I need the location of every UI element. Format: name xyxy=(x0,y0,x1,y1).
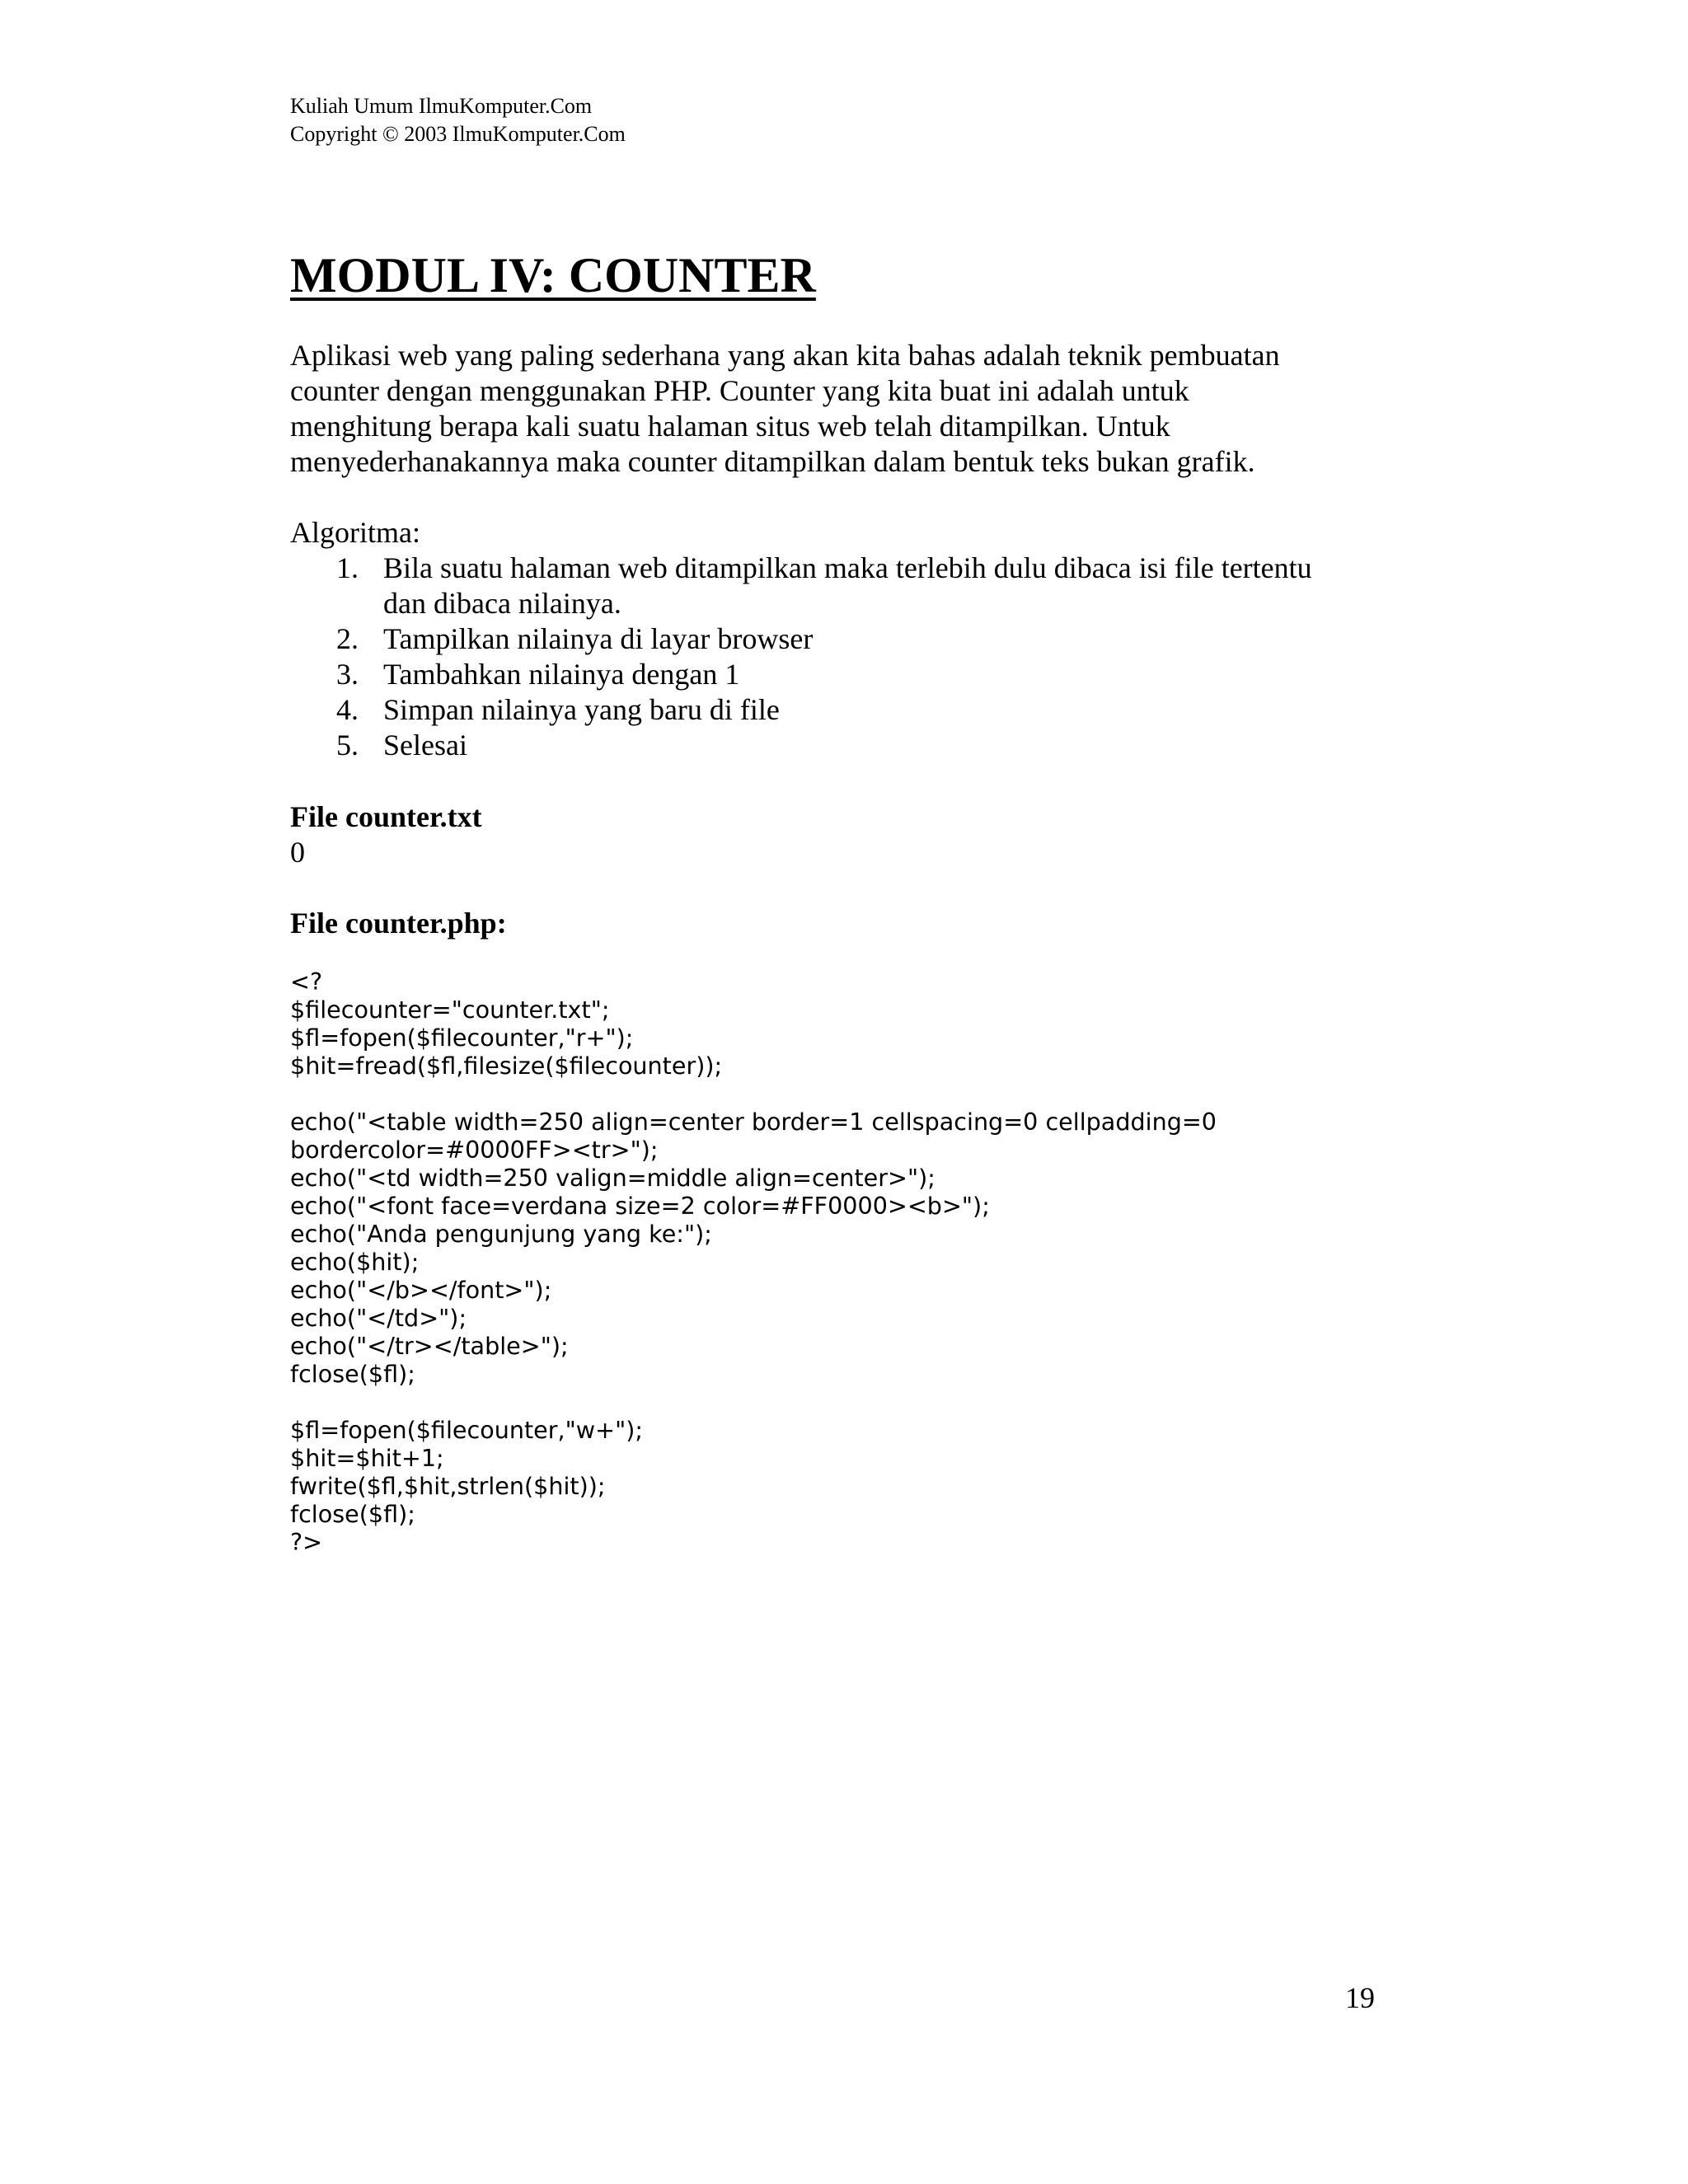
step-text: Tampilkan nilainya di layar browser xyxy=(383,622,814,655)
algorithm-step xyxy=(290,728,1312,763)
module-title: MODUL IV: COUNTER xyxy=(290,248,816,302)
step-number: 3. xyxy=(336,658,359,691)
step-text: Tambahkan nilainya dengan 1 xyxy=(383,658,740,691)
file-txt-label: File counter.txt xyxy=(290,800,482,833)
code-line: echo("</b></font>"); xyxy=(290,1276,552,1304)
code-line: echo("Anda pengunjung yang ke:"); xyxy=(290,1220,712,1248)
intro-line: Aplikasi web yang paling sederhana yang akan kita bahas adalah teknik pembuatan xyxy=(290,339,1280,372)
algorithm-step xyxy=(290,657,1312,692)
code-line: $hit=fread($fl,filesize($filecounter)); xyxy=(290,1052,723,1080)
algorithm-step xyxy=(290,551,1312,621)
page-header xyxy=(290,92,626,148)
code-line: <? xyxy=(290,968,323,996)
code-line: echo("<td width=250 valign=middle align=center>"); xyxy=(290,1164,935,1192)
php-code-listing xyxy=(290,968,1217,1556)
step-text-continued: dan dibaca nilainya. xyxy=(383,587,621,620)
header-line-copyright: Copyright © 2003 IlmuKomputer.Com xyxy=(290,122,626,146)
code-line: echo($hit); xyxy=(290,1248,420,1276)
code-line xyxy=(290,1080,1217,1108)
intro-line: menyederhanakannya maka counter ditampilkan dalam bentuk teks bukan grafik. xyxy=(290,445,1255,478)
step-number: 5. xyxy=(336,729,359,762)
intro-paragraph xyxy=(290,338,1403,480)
code-line: echo("</td>"); xyxy=(290,1304,467,1332)
page-number: 19 xyxy=(1345,1981,1375,2014)
code-line: echo("</tr></table>"); xyxy=(290,1332,569,1360)
code-line: fclose($fl); xyxy=(290,1360,415,1388)
file-txt-content: 0 xyxy=(290,836,305,869)
code-line: $hit=$hit+1; xyxy=(290,1444,444,1472)
code-line: $fl=fopen($filecounter,"r+"); xyxy=(290,1024,634,1052)
algorithm-steps xyxy=(290,551,1312,763)
algorithm-label: Algoritma: xyxy=(290,516,420,549)
code-line: fwrite($fl,$hit,strlen($hit)); xyxy=(290,1472,606,1500)
step-number: 2. xyxy=(336,622,359,655)
intro-line: counter dengan menggunakan PHP. Counter yang kita buat ini adalah untuk xyxy=(290,374,1189,407)
algorithm-step xyxy=(290,692,1312,728)
code-line: echo("<table width=250 align=center border=1 cellspacing=0 cellpadding=0 xyxy=(290,1108,1217,1136)
code-line xyxy=(290,1388,1217,1416)
step-text: Bila suatu halaman web ditampilkan maka terlebih dulu dibaca isi file tertentu xyxy=(383,551,1312,584)
code-line: fclose($fl); xyxy=(290,1500,415,1528)
step-number: 4. xyxy=(336,693,359,726)
code-line: $fl=fopen($filecounter,"w+"); xyxy=(290,1416,644,1444)
step-number: 1. xyxy=(336,551,359,584)
code-line: echo("<font face=verdana size=2 color=#FF0000><b>"); xyxy=(290,1192,990,1220)
file-php-label: File counter.php: xyxy=(290,907,507,940)
step-text: Selesai xyxy=(383,729,467,762)
code-line: $filecounter="counter.txt"; xyxy=(290,996,610,1024)
intro-line: menghitung berapa kali suatu halaman situs web telah ditampilkan. Untuk xyxy=(290,410,1170,443)
algorithm-step xyxy=(290,621,1312,657)
header-line-course: Kuliah Umum IlmuKomputer.Com xyxy=(290,94,593,118)
code-line: ?> xyxy=(290,1528,323,1556)
step-text: Simpan nilainya yang baru di file xyxy=(383,693,780,726)
code-line: bordercolor=#0000FF><tr>"); xyxy=(290,1136,659,1164)
